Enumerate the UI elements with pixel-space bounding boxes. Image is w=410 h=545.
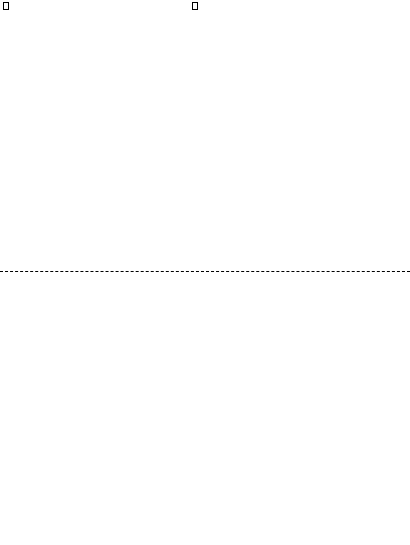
top-marker-right [192,2,198,10]
cut-line [0,271,410,272]
top-marker-left [3,2,9,10]
